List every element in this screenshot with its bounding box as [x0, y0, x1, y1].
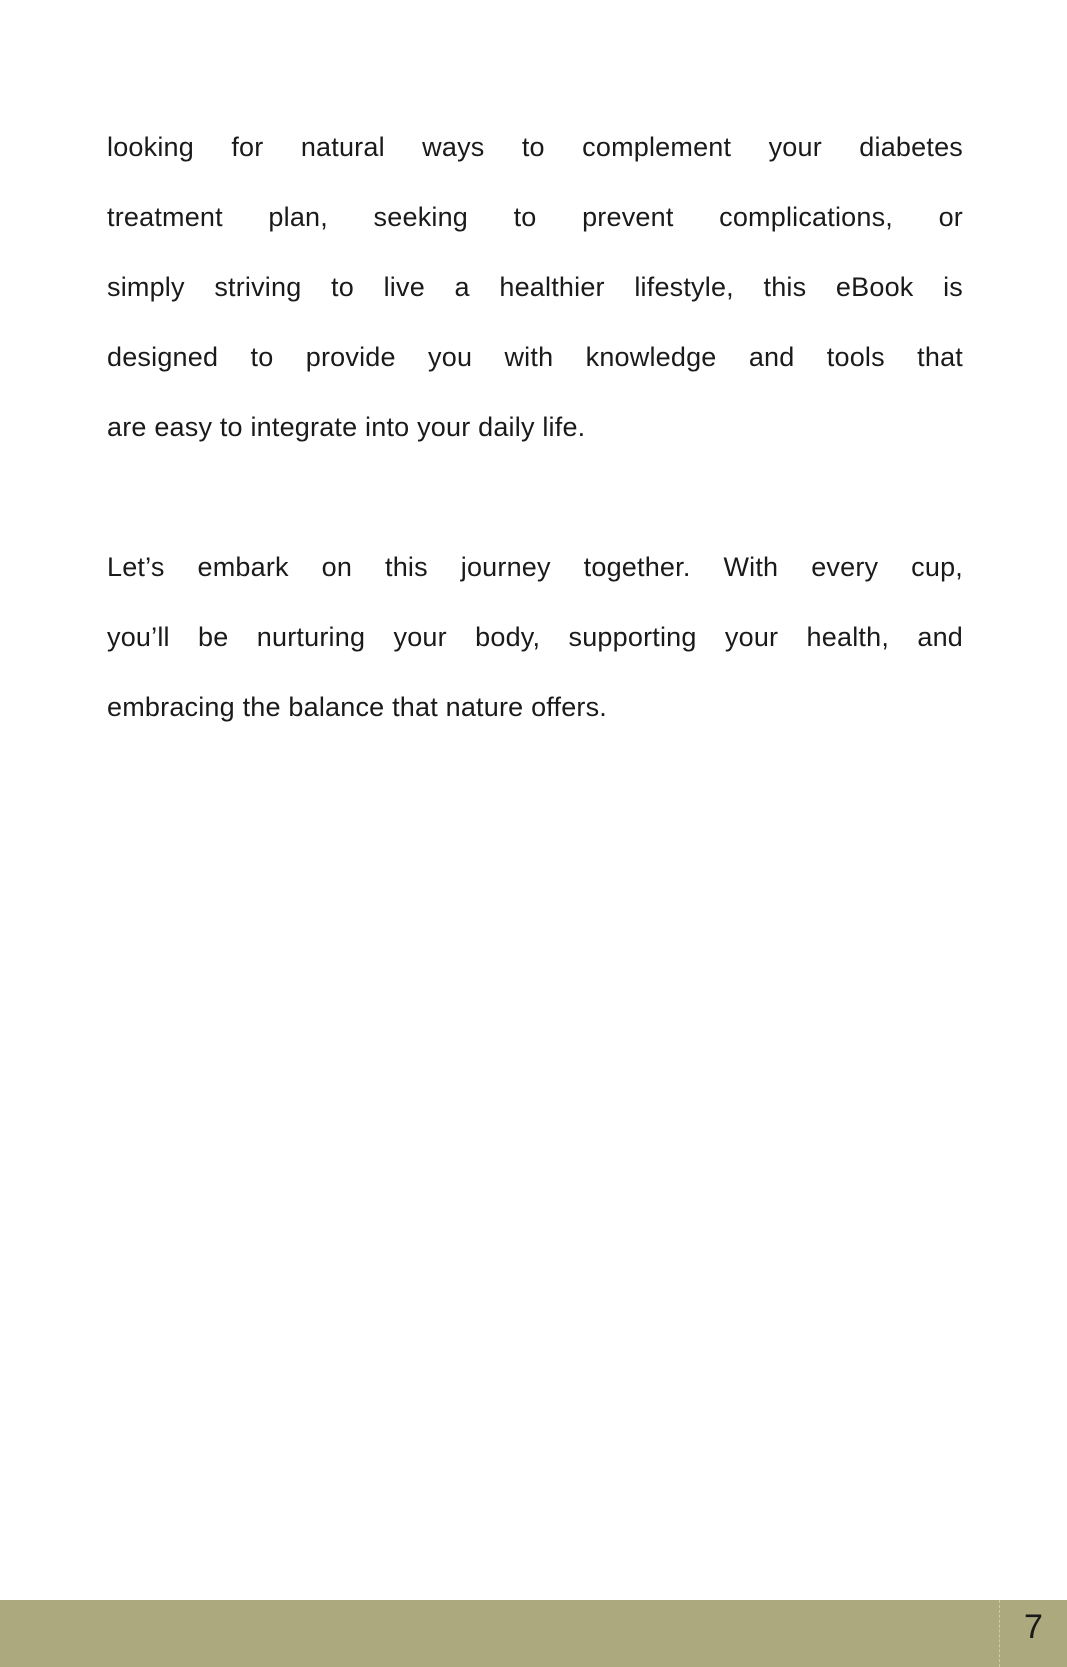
paragraph-1 — [107, 112, 963, 462]
page-content — [107, 112, 963, 742]
text-line-p1-l3: simply striving to live a healthier lifestyle, this eBook is — [107, 272, 963, 302]
paragraph-2 — [107, 532, 963, 742]
text-line-p1-l1: looking for natural ways to complement your diabetes — [107, 132, 963, 162]
text-line-p2-l1: Let’s embark on this journey together. With every cup, — [107, 552, 963, 582]
page-number-cell — [999, 1600, 1067, 1667]
text-line-p1-l5: are easy to integrate into your daily life. — [107, 412, 586, 442]
footer-bar — [0, 1600, 1067, 1667]
text-line-p1-l2: treatment plan, seeking to prevent complications, or — [107, 202, 963, 232]
text-line-p2-l2: you’ll be nurturing your body, supporting your health, and — [107, 622, 963, 652]
text-line-p1-l4: designed to provide you with knowledge and tools that — [107, 342, 963, 372]
text-line-p2-l3: embracing the balance that nature offers. — [107, 692, 608, 722]
page-number: 7 — [1024, 1608, 1043, 1646]
